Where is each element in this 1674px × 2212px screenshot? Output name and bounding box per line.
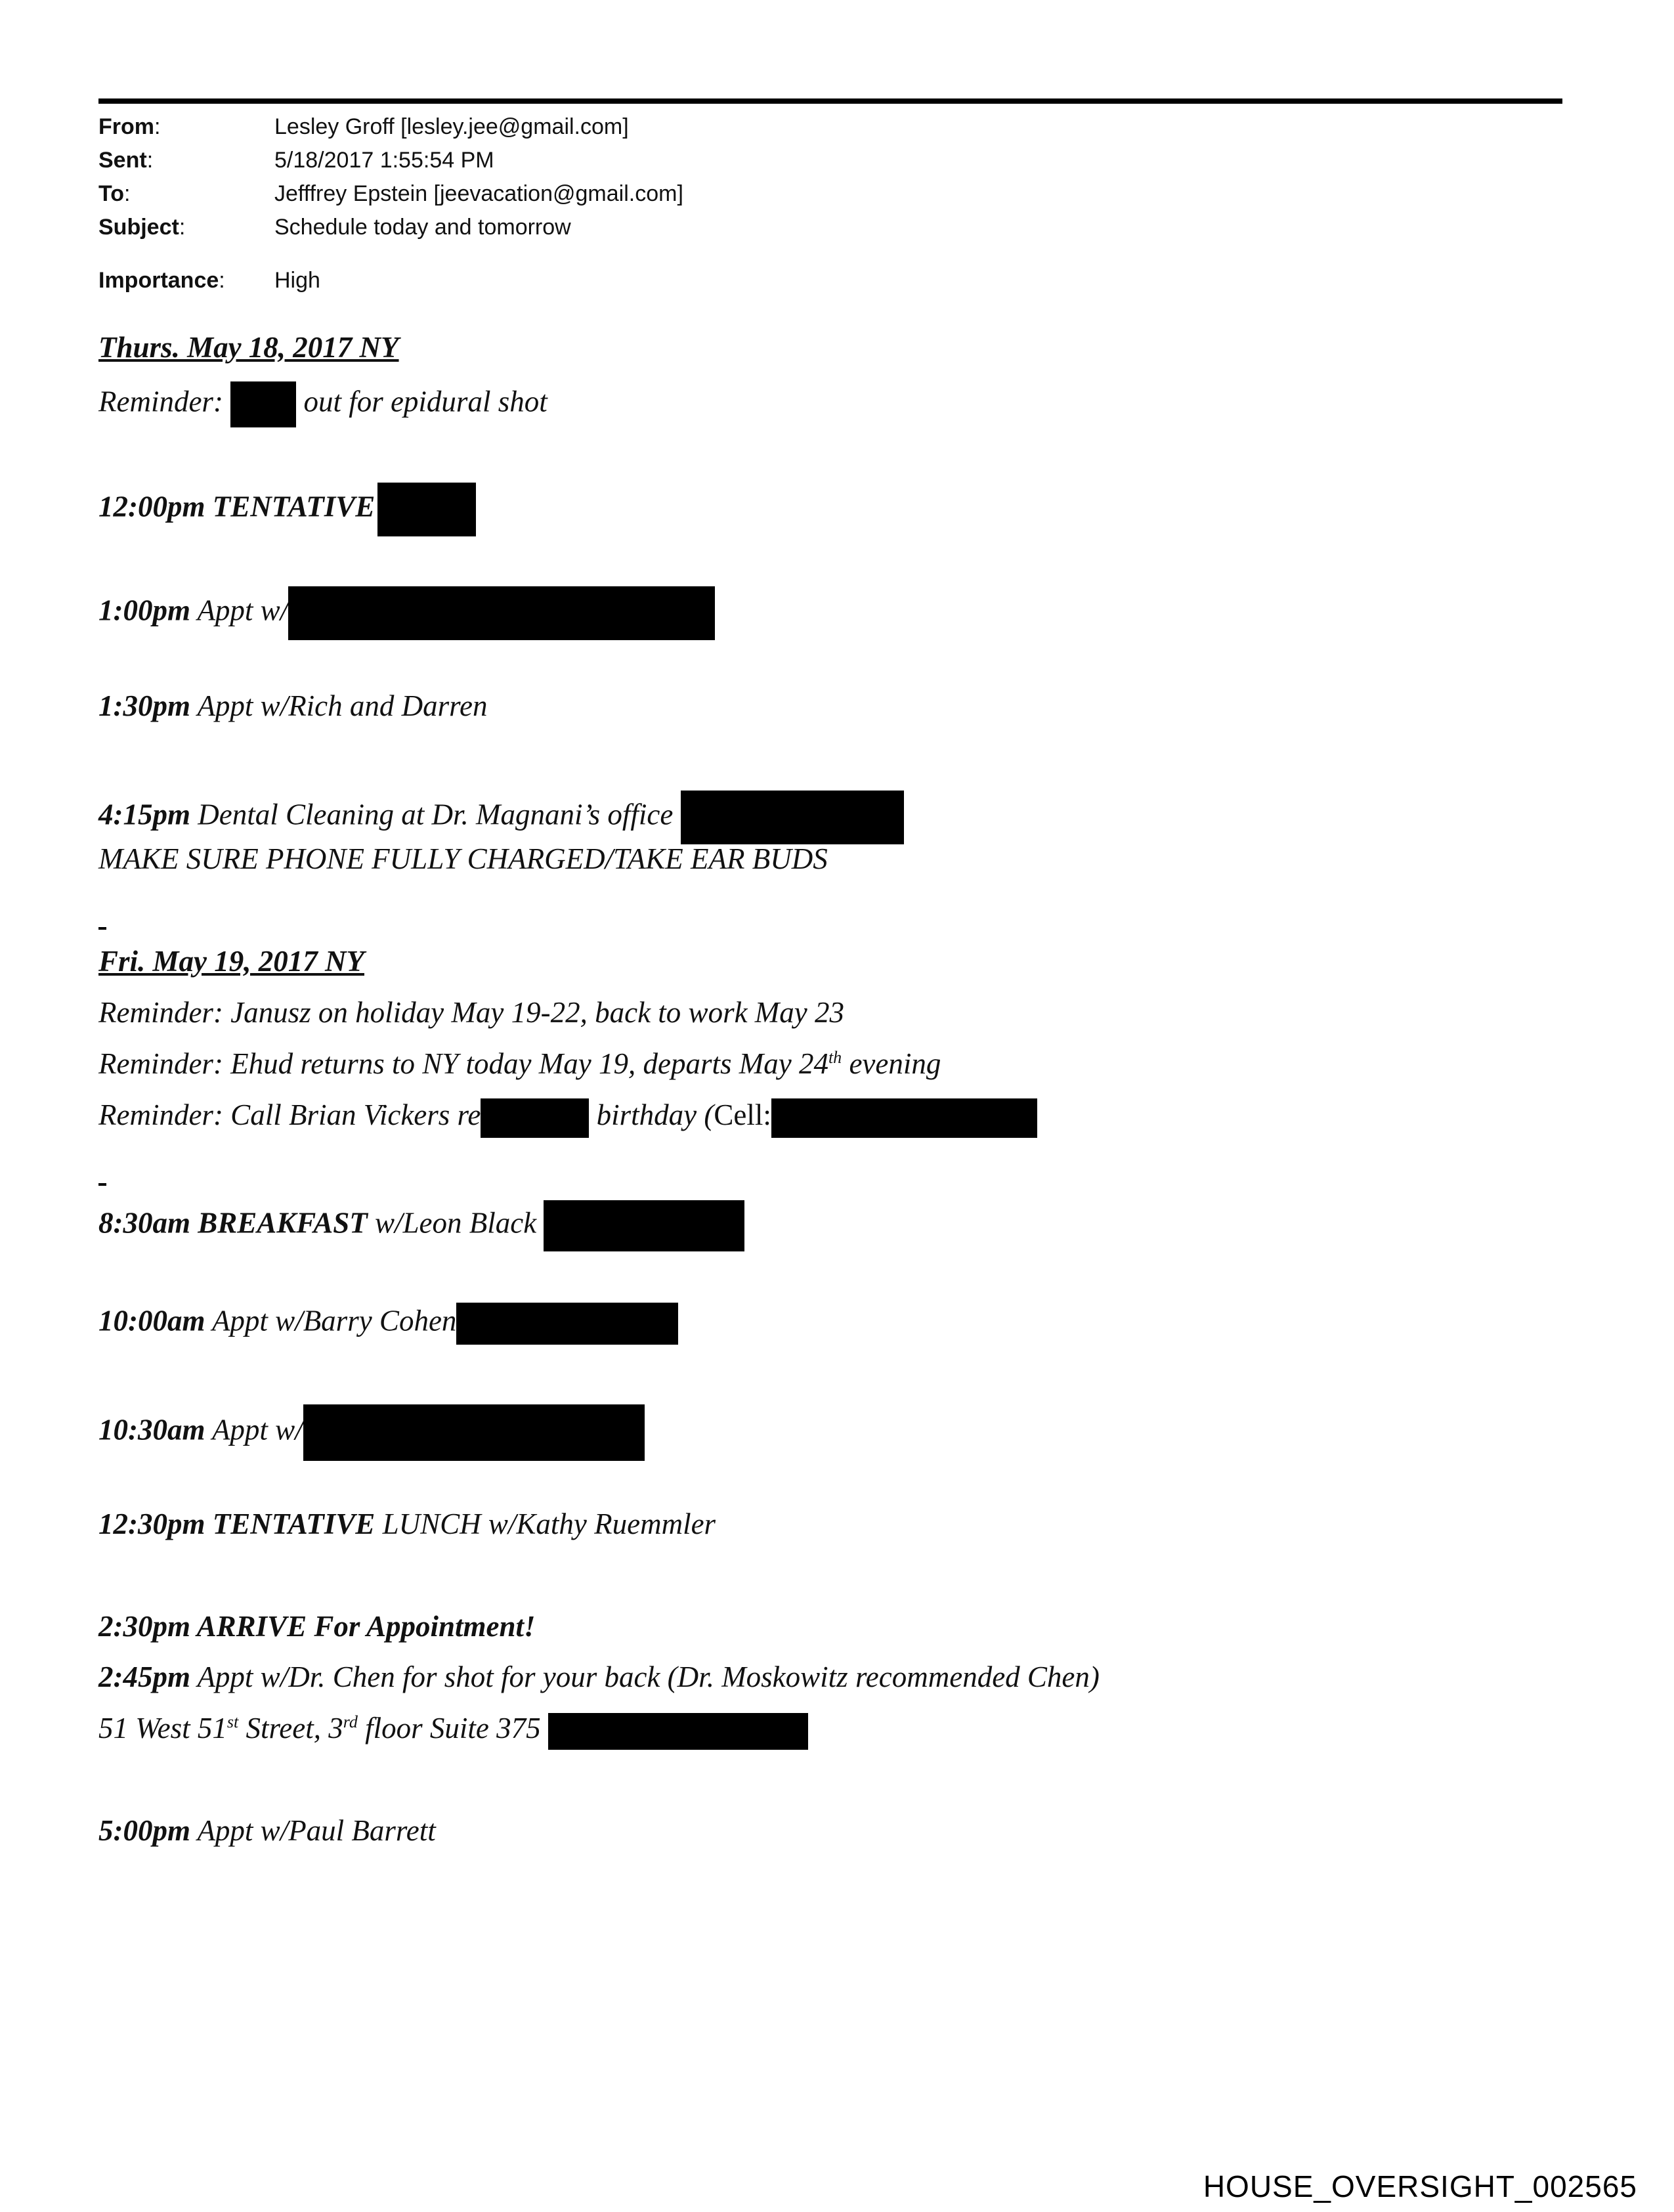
event-time: 4:15pm: [98, 798, 190, 831]
header-rule: [98, 98, 1562, 104]
email-header: [98, 110, 683, 297]
thu-event-130: [98, 689, 487, 723]
redaction-box: [544, 1200, 744, 1251]
event-text: Appt w/Barry Cohen: [211, 1304, 457, 1337]
event-time: 1:30pm: [98, 689, 190, 722]
fri-event-1030: [98, 1404, 645, 1461]
event-time: 12:00pm TENTATIVE: [98, 490, 376, 523]
redaction-box: [681, 791, 904, 844]
subject-row: Subject: Schedule today and tomorrow: [98, 211, 683, 244]
redaction-box: [288, 586, 715, 640]
cell-label: Cell:: [714, 1098, 771, 1131]
thu-event-note: MAKE SURE PHONE FULLY CHARGED/TAKE EAR BUDS: [98, 842, 828, 875]
reminder-text: Reminder: Ehud returns to NY today May 19, departs May 24: [98, 1047, 828, 1080]
address-text: Street, 3: [246, 1712, 343, 1745]
fri-event-address: [98, 1711, 808, 1750]
sent-row: Sent: 5/18/2017 1:55:54 PM: [98, 144, 683, 177]
fri-event-1000: [98, 1303, 678, 1345]
fri-event-1230: [98, 1507, 716, 1541]
event-time: 12:30pm TENTATIVE: [98, 1507, 376, 1540]
address-text: 51 West 51: [98, 1712, 227, 1745]
fri-event-500: [98, 1813, 436, 1848]
event-text: Appt w/Paul Barrett: [197, 1814, 436, 1847]
reminder-text: evening: [849, 1047, 941, 1080]
redaction-box: [481, 1098, 589, 1138]
to-value: Jefffrey Epstein [jeevacation@gmail.com]: [274, 181, 683, 206]
separator-mark: [98, 927, 106, 930]
event-time: 10:30am: [98, 1413, 205, 1446]
friday-reminder-2: [98, 1047, 941, 1081]
reminder-suffix: out for epidural shot: [303, 385, 547, 418]
redaction-box: [456, 1303, 678, 1345]
event-time: 1:00pm: [98, 594, 190, 627]
bates-number: HOUSE_OVERSIGHT_002565: [1203, 2169, 1637, 2203]
fri-event-245: [98, 1660, 1100, 1694]
event-text: w/Leon Black: [374, 1206, 537, 1240]
importance-label: Importance: [98, 268, 219, 293]
address-text: floor Suite 375: [365, 1712, 541, 1745]
event-time: 8:30am BREAKFAST: [98, 1206, 368, 1240]
event-text: Appt w/: [211, 1413, 303, 1446]
importance-value: High: [274, 268, 320, 293]
from-value: Lesley Groff [lesley.jee@gmail.com]: [274, 114, 629, 139]
redaction-box: [230, 381, 296, 427]
fri-event-230: 2:30pm ARRIVE For Appointment!: [98, 1610, 536, 1643]
friday-reminder-1: Reminder: Janusz on holiday May 19-22, back to work May 23: [98, 996, 845, 1029]
redaction-box: [377, 483, 476, 536]
superscript: th: [828, 1048, 842, 1067]
event-time: 5:00pm: [98, 1814, 190, 1847]
event-text: Dental Cleaning at Dr. Magnani’s office: [198, 798, 674, 831]
from-row: From: Lesley Groff [lesley.jee@gmail.com]: [98, 110, 683, 144]
reminder-text: birthday (: [596, 1098, 714, 1131]
thu-event-100: [98, 586, 715, 640]
thu-event-415: [98, 791, 904, 844]
thursday-heading: Thurs. May 18, 2017 NY: [98, 331, 399, 364]
superscript: st: [226, 1712, 239, 1731]
sent-value: 5/18/2017 1:55:54 PM: [274, 148, 494, 173]
to-row: To: Jefffrey Epstein [jeevacation@gmail.com]: [98, 177, 683, 211]
reminder-prefix: Reminder:: [98, 385, 223, 418]
fri-event-830: [98, 1200, 744, 1251]
redaction-box: [771, 1098, 1037, 1138]
redaction-box: [548, 1713, 808, 1750]
superscript: rd: [343, 1712, 358, 1731]
sent-label: Sent: [98, 148, 147, 173]
event-text: Appt w/: [197, 594, 289, 627]
event-text: LUNCH w/Kathy Ruemmler: [382, 1507, 716, 1540]
thu-event-1200: [98, 483, 476, 536]
subject-label: Subject: [98, 215, 179, 240]
subject-value: Schedule today and tomorrow: [274, 215, 571, 240]
thursday-reminder: [98, 381, 547, 427]
friday-reminder-3: [98, 1098, 1037, 1138]
friday-heading: Fri. May 19, 2017 NY: [98, 945, 364, 978]
reminder-text: Reminder: Call Brian Vickers re: [98, 1098, 481, 1131]
event-text: Appt w/Rich and Darren: [197, 689, 488, 722]
separator-mark: [98, 1183, 106, 1186]
from-label: From: [98, 114, 154, 139]
redaction-box: [303, 1404, 645, 1461]
event-text: Appt w/Dr. Chen for shot for your back (Dr. Moskowitz recommended Chen): [197, 1660, 1100, 1693]
event-time: 10:00am: [98, 1304, 205, 1337]
event-time: 2:45pm: [98, 1660, 190, 1693]
importance-row: Importance: High: [98, 264, 683, 297]
to-label: To: [98, 181, 125, 206]
